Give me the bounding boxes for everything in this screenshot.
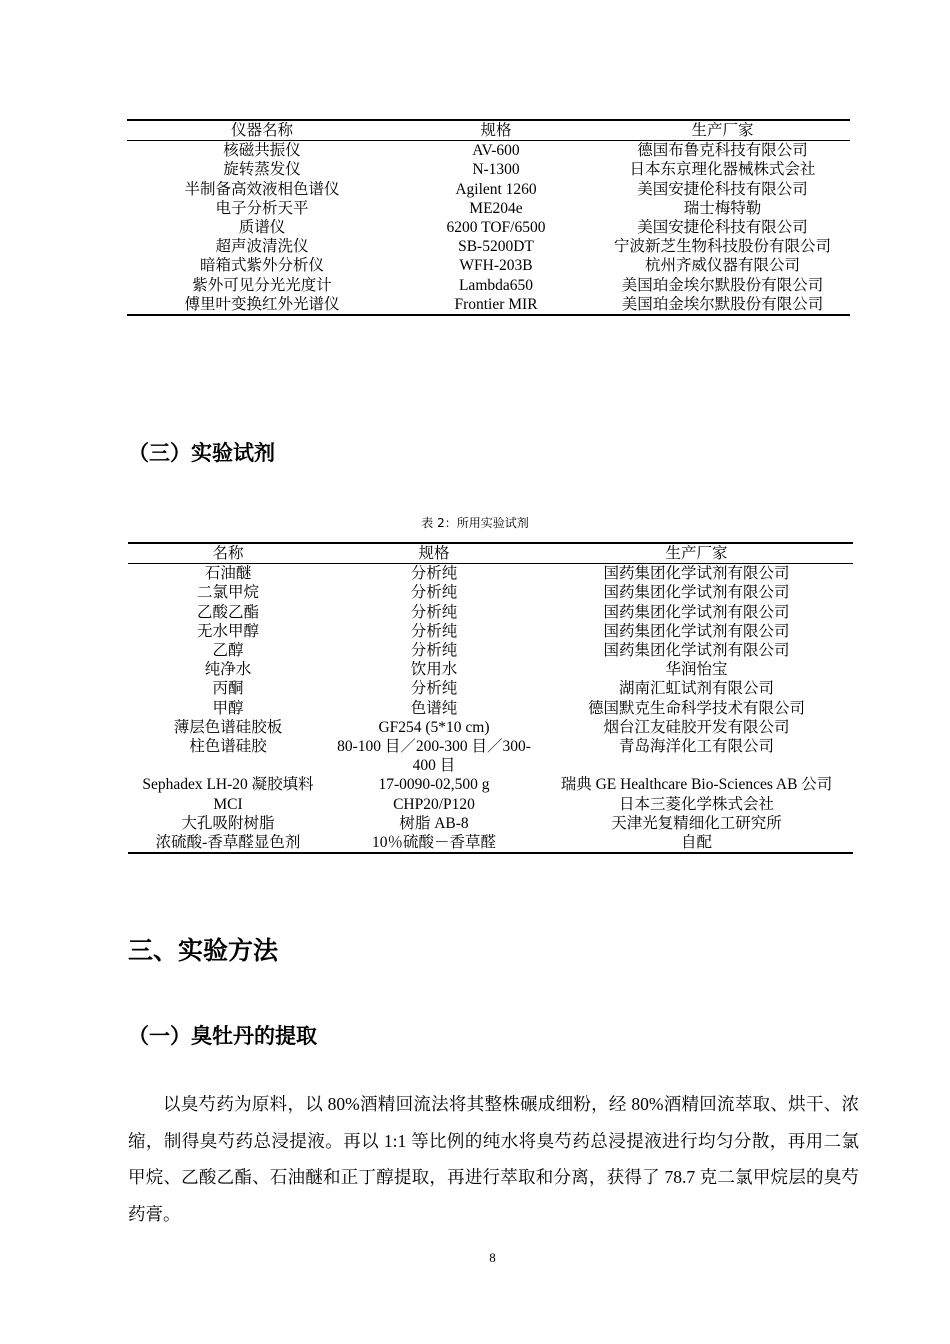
table-cell: 德国默克生命科学技术有限公司 <box>587 699 805 717</box>
table-row <box>127 199 850 218</box>
table-cell: 国药集团化学试剂有限公司 <box>603 622 790 640</box>
table-row <box>128 622 853 641</box>
table-row <box>127 256 850 275</box>
column-header-manufacturer: 生产厂家 <box>595 120 850 141</box>
table-cell: 自配 <box>680 834 712 852</box>
table-cell: 乙酸乙酯 <box>196 603 259 621</box>
table-cell: 无水甲醇 <box>196 622 259 640</box>
table-cell: 分析纯 <box>410 642 458 660</box>
table-cell: 美国安捷伦科技有限公司 <box>637 180 808 198</box>
table-cell: 浓硫酸-香草醛显色剂 <box>155 834 301 852</box>
table-cell: 德国布鲁克科技有限公司 <box>637 142 808 160</box>
table-cell: ME204e <box>469 199 523 217</box>
reagent-table <box>128 542 853 854</box>
table-cell: N-1300 <box>472 161 520 179</box>
body-paragraph: 以臭芍药为原料，以 80%酒精回流法将其整株碾成细粉，经 80%酒精回流萃取、烘干、浓缩，制得臭芍药总浸提液。再以 1:1 等比例的纯水将臭芍药总浸提液进行均匀分散，再用二氯甲烷、乙酸乙酯、石油醚和正丁醇提取，再进行萃取和分离，获得了 78.7 克二氯甲烷层的臭芍药膏。 <box>128 1094 859 1224</box>
table-row <box>128 583 853 602</box>
table-cell: 纯净水 <box>204 661 252 679</box>
column-header-name: 名称 <box>128 543 328 564</box>
section-heading-extraction: （一）臭牡丹的提取 <box>128 1024 317 1048</box>
table-cell: 美国安捷伦科技有限公司 <box>637 219 808 237</box>
table-row <box>127 141 850 161</box>
table-cell: MCI <box>213 795 243 813</box>
table-cell: 青岛海洋化工有限公司 <box>618 738 774 756</box>
table-cell: Frontier MIR <box>454 295 538 313</box>
table-cell: 质谱仪 <box>238 219 286 237</box>
table-row <box>127 295 850 315</box>
table-cell: 核磁共振仪 <box>223 142 301 160</box>
table-header-row <box>127 120 850 141</box>
table-cell: 宁波新芝生物科技股份有限公司 <box>613 238 831 256</box>
column-header-spec: 规格 <box>397 120 595 141</box>
table-row <box>128 775 853 794</box>
table-cell: 色谱纯 <box>410 699 458 717</box>
table-row <box>128 833 853 853</box>
table-cell: AV-600 <box>472 142 520 160</box>
table-row <box>127 237 850 256</box>
table-cell: 甲醇 <box>212 699 244 717</box>
table-row <box>128 795 853 814</box>
table-cell: 柱色谱硅胶 <box>189 738 267 756</box>
table-cell: 烟台江友硅胶开发有限公司 <box>603 718 790 736</box>
table-cell: 树脂 AB-8 <box>399 814 469 832</box>
table-cell: 日本东京理化器械株式会社 <box>629 161 816 179</box>
table-cell: 超声波清洗仪 <box>215 238 309 256</box>
table-cell: 傅里叶变换红外光谱仪 <box>184 295 340 313</box>
table-cell: 6200 TOF/6500 <box>446 219 546 237</box>
table-cell: 杭州齐威仪器有限公司 <box>644 257 800 275</box>
table-cell: 瑞士梅特勒 <box>683 199 762 217</box>
table-row <box>128 679 853 698</box>
table-cell: WFH-203B <box>459 257 533 275</box>
table-cell: 分析纯 <box>410 680 458 698</box>
table-row <box>128 564 853 584</box>
table-cell: 半制备高效液相色谱仪 <box>184 180 340 198</box>
table-cell: 乙醇 <box>212 642 244 660</box>
table-cell: 80-100 目／200-300 目／300-400 目 <box>337 738 531 775</box>
column-header-manufacturer: 生产厂家 <box>540 543 853 564</box>
section-heading-methods: 三、实验方法 <box>128 936 279 965</box>
table-cell: 石油醚 <box>204 565 252 583</box>
table-row <box>128 718 853 737</box>
table-cell: Sephadex LH-20 凝胶填料 <box>142 776 314 794</box>
table-cell: 17-0090-02,500 g <box>378 776 490 794</box>
column-header-instrument-name: 仪器名称 <box>127 120 397 141</box>
table-cell: 旋转蒸发仪 <box>223 161 301 179</box>
table-row <box>127 160 850 179</box>
table-cell: Agilent 1260 <box>455 180 537 198</box>
table-cell: 分析纯 <box>410 622 458 640</box>
table-cell: 饮用水 <box>410 661 458 679</box>
table-cell: 国药集团化学试剂有限公司 <box>603 642 790 660</box>
table-row <box>128 737 853 775</box>
instrument-table <box>127 119 850 316</box>
table-cell: 二氯甲烷 <box>196 584 259 602</box>
table-cell: 美国珀金埃尔默股份有限公司 <box>621 295 824 313</box>
table-header-row <box>128 543 853 564</box>
table-cell: 美国珀金埃尔默股份有限公司 <box>621 276 824 294</box>
table-cell: 分析纯 <box>410 565 458 583</box>
table-cell: 分析纯 <box>410 603 458 621</box>
table-cell: 电子分析天平 <box>215 199 309 217</box>
section-heading-reagents: （三）实验试剂 <box>128 441 275 465</box>
table-cell: 丙酮 <box>212 680 244 698</box>
table-cell: Lambda650 <box>458 276 534 294</box>
table-row <box>127 218 850 237</box>
table-cell: 天津光复精细化工研究所 <box>611 814 782 832</box>
table-row <box>128 660 853 679</box>
page-number: 8 <box>489 1250 496 1265</box>
table-cell: 大孔吸附树脂 <box>181 814 275 832</box>
table-caption: 表 2：所用实验试剂 <box>421 516 529 530</box>
table-cell: 分析纯 <box>410 584 458 602</box>
table-cell: 日本三菱化学株式会社 <box>618 795 774 813</box>
table-cell: 湖南汇虹试剂有限公司 <box>618 680 774 698</box>
table-row <box>127 276 850 295</box>
table-cell: 紫外可见分光光度计 <box>192 276 332 294</box>
table-row <box>127 180 850 199</box>
table-cell: 薄层色谱硅胶板 <box>173 718 283 736</box>
table-cell: 10％硫酸－香草醛 <box>371 834 496 852</box>
table-cell: CHP20/P120 <box>393 795 475 813</box>
table-row <box>128 603 853 622</box>
table-row <box>128 641 853 660</box>
table-cell: GF254 (5*10 cm) <box>378 718 490 736</box>
table-row <box>128 699 853 718</box>
table-cell: 国药集团化学试剂有限公司 <box>603 565 790 583</box>
table-cell: SB-5200DT <box>458 238 534 256</box>
table-cell: 华润怡宝 <box>665 661 728 679</box>
table-cell: 国药集团化学试剂有限公司 <box>603 584 790 602</box>
table-cell: 瑞典 GE Healthcare Bio-Sciences AB 公司 <box>560 776 833 794</box>
table-cell: 国药集团化学试剂有限公司 <box>603 603 790 621</box>
table-cell: 暗箱式紫外分析仪 <box>199 257 324 275</box>
column-header-spec: 规格 <box>328 543 540 564</box>
table-row <box>128 814 853 833</box>
